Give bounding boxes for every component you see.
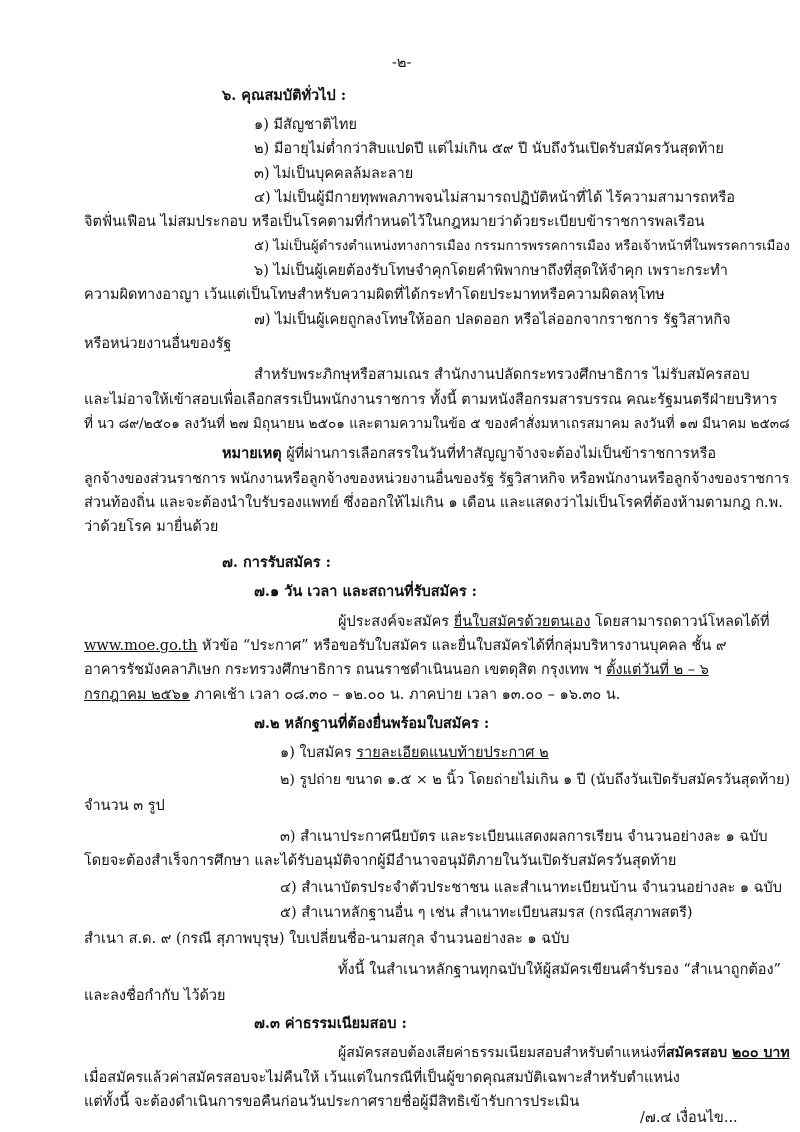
s72-item-2b: จำนวน ๓ รูป xyxy=(84,798,165,814)
s73-fee-amount: ๒๐๐ บาท xyxy=(732,1045,790,1061)
s71-line-1-post: โดยสามารถดาวน์โหลดได้ที่ xyxy=(590,614,770,630)
s72-item-1-pre: ๑) ใบสมัคร xyxy=(280,745,357,761)
s73-line-1-pre: ผู้สมัครสอบต้องเสียค่าธรรมเนียมสอบสำหรับตำแหน่งที่ xyxy=(338,1045,667,1061)
s6-item-2: ๒) มีอายุไม่ต่ำกว่าสิบแปดปี แต่ไม่เกิน ๕๙ ปี นับถึงวันเปิดรับสมัครวันสุดท้าย xyxy=(254,141,724,157)
s6-item-1: ๑) มีสัญชาติไทย xyxy=(254,117,357,133)
continuation-marker: /๗.๔ เงื่อนไข... xyxy=(640,1110,738,1126)
section-7-3-title: ๗.๓ ค่าธรรมเนียมสอบ : xyxy=(254,1015,407,1032)
s71-date-start: ตั้งแต่วันที่ ๒ – ๖ xyxy=(606,662,709,678)
note-line-1 xyxy=(222,444,716,464)
s73-line-3: แต่ทั้งนี้ จะต้องดำเนินการขอคืนก่อนวันประกาศรายชื่อผู้มีสิทธิเข้ารับการประเมิน xyxy=(84,1094,580,1110)
s71-line-3-pre: อาคารรัชมังคลาภิเษก กระทรวงศึกษาธิการ ถนนราชดำเนินนอก เขตดุสิต กรุงเทพ ฯ xyxy=(84,662,607,678)
section-6-title: ๖. คุณสมบัติทั่วไป : xyxy=(222,87,347,104)
s72-item-3a: ๓) สำเนาประกาศนียบัตร และระเบียนแสดงผลการเรียน จำนวนอย่างละ ๑ ฉบับ xyxy=(280,829,768,845)
s72-attachment-ref: รายละเอียดแนบท้ายประกาศ ๒ xyxy=(356,745,549,761)
monk-paragraph-line-1: สำหรับพระภิกษุหรือสามเณร สำนักงานปลัดกระทรวงศึกษาธิการ ไม่รับสมัครสอบ xyxy=(254,367,750,383)
s6-item-6a: ๖) ไม่เป็นผู้เคยต้องรับโทษจำคุกโดยคำพิพากษาถึงที่สุดให้จำคุก เพราะกระทำ xyxy=(254,263,728,279)
s6-item-6b: ความผิดทางอาญา เว้นแต่เป็นโทษสำหรับความผิดที่ได้กระทำโดยประมาทหรือความผิดลหุโทษ xyxy=(84,287,665,303)
s73-fee-label: สมัครสอบ xyxy=(666,1045,732,1061)
section-7-2-title: ๗.๒ หลักฐานที่ต้องยื่นพร้อมใบสมัคร : xyxy=(254,715,490,732)
monk-paragraph-line-3: ที่ นว ๘๙/๒๕๐๑ ลงวันที่ ๒๗ มิถุนายน ๒๕๐๑ และตามความในข้อ ๕ ของคำสั่งมหาเถรสมาคม ลงวันที่ ๑๗ มีนาคม ๒๕๓๘ xyxy=(84,416,790,432)
s73-line-1 xyxy=(338,1043,790,1063)
s71-line-4 xyxy=(84,685,620,705)
s72-item-1 xyxy=(280,743,549,763)
s71-line-1-pre: ผู้ประสงค์จะสมัคร xyxy=(338,614,454,630)
s6-item-4a: ๔) ไม่เป็นผู้มีกายทุพพลภาพจนไม่สามารถปฏิบัติหน้าที่ได้ ไร้ความสามารถหรือ xyxy=(254,190,735,206)
s71-line-3 xyxy=(84,660,709,680)
s71-line-2-post: หัวข้อ “ประกาศ” หรือขอรับใบสมัคร และยื่นใบสมัครได้ที่กลุ่มบริหารงานบุคคล ชั้น ๙ xyxy=(197,638,727,654)
s72-cert-line-1: ทั้งนี้ ในสำเนาหลักฐานทุกฉบับให้ผู้สมัครเขียนคำรับรอง “สำเนาถูกต้อง” xyxy=(338,962,781,978)
s71-line-4-post: ภาคเช้า เวลา ๐๘.๓๐ – ๑๒.๐๐ น. ภาคบ่าย เวลา ๑๓.๐๐ – ๑๖.๓๐ น. xyxy=(190,687,621,703)
moe-website-link[interactable]: www.moe.go.th xyxy=(84,638,198,654)
s72-item-2a: ๒) รูปถ่าย ขนาด ๑.๕ × ๒ นิ้ว โดยถ่ายไม่เกิน ๑ ปี (นับถึงวันเปิดรับสมัครวันสุดท้าย) xyxy=(280,772,791,788)
note-label: หมายเหตุ xyxy=(222,445,282,462)
s6-item-5: ๕) ไม่เป็นผู้ดำรงตำแหน่งทางการเมือง กรรมการพรรคการเมือง หรือเจ้าหน้าที่ในพรรคการเมือง xyxy=(254,239,790,254)
note-line-3: ส่วนท้องถิ่น และจะต้องนำใบรับรองแพทย์ ซึ่งออกให้ไม่เกิน ๑ เดือน และแสดงว่าไม่เป็นโรคที่ต้องห้ามตามกฎ ก.พ. xyxy=(84,495,783,511)
s71-date-month: กรกฎาคม ๒๕๖๑ xyxy=(84,687,191,703)
s6-item-7a: ๗) ไม่เป็นผู้เคยถูกลงโทษให้ออก ปลดออก หรือไล่ออกจากราชการ รัฐวิสาหกิจ xyxy=(254,312,731,328)
s72-item-4: ๔) สำเนาบัตรประจำตัวประชาชน และสำเนาทะเบียนบ้าน จำนวนอย่างละ ๑ ฉบับ xyxy=(280,880,782,896)
s6-item-4b: จิตฟั่นเฟือน ไม่สมประกอบ หรือเป็นโรคตามที่กำหนดไว้ในกฎหมายว่าด้วยระเบียบข้าราชการพลเรือน xyxy=(84,214,705,230)
s72-cert-line-2: และลงชื่อกำกับ ไว้ด้วย xyxy=(84,988,226,1004)
s6-item-3: ๓) ไม่เป็นบุคคลล้มละลาย xyxy=(254,166,414,182)
section-7-1-title: ๗.๑ วัน เวลา และสถานที่รับสมัคร : xyxy=(254,583,478,600)
note-line-2: ลูกจ้างของส่วนราชการ พนักงานหรือลูกจ้างของหน่วยงานอื่นของรัฐ รัฐวิสาหกิจ หรือพนักงานหรือลูกจ้างของราชการ xyxy=(84,471,790,487)
s72-item-5b: สำเนา ส.ด. ๙ (กรณี สุภาพบุรุษ) ใบเปลี่ยนชื่อ-นามสกุล จำนวนอย่างละ ๑ ฉบับ xyxy=(84,931,570,947)
s72-item-3b: โดยจะต้องสำเร็จการศึกษา และได้รับอนุมัติจากผู้มีอำนาจอนุมัติภายในวันเปิดรับสมัครวันสุดท้าย xyxy=(84,853,677,869)
s71-self-submit: ยื่นใบสมัครด้วยตนเอง xyxy=(453,614,591,630)
s73-line-2: เมื่อสมัครแล้วค่าสมัครสอบจะไม่คืนให้ เว้นแต่ในกรณีที่เป็นผู้ขาดคุณสมบัติเฉพาะสำหรับตำแหน่ง xyxy=(84,1070,680,1086)
s72-item-5a: ๕) สำเนาหลักฐานอื่น ๆ เช่น สำเนาทะเบียนสมรส (กรณีสุภาพสตรี) xyxy=(280,905,693,921)
monk-paragraph-line-2: และไม่อาจให้เข้าสอบเพื่อเลือกสรรเป็นพนักงานราชการ ทั้งนี้ ตามหนังสือกรมสารบรรณ คณะรัฐมนตรีฝ่ายบริหาร xyxy=(84,392,778,408)
page-number: -๒- xyxy=(392,55,412,71)
s71-line-2 xyxy=(84,636,726,656)
note-text-1: ผู้ที่ผ่านการเลือกสรรในวันที่ทำสัญญาจ้างจะต้องไม่เป็นข้าราชการหรือ xyxy=(281,446,717,462)
s6-item-7b: หรือหน่วยงานอื่นของรัฐ xyxy=(84,336,232,352)
section-7-title: ๗. การรับสมัคร : xyxy=(222,554,331,571)
note-line-4: ว่าด้วยโรค มายื่นด้วย xyxy=(84,519,219,535)
s71-line-1 xyxy=(338,612,770,632)
